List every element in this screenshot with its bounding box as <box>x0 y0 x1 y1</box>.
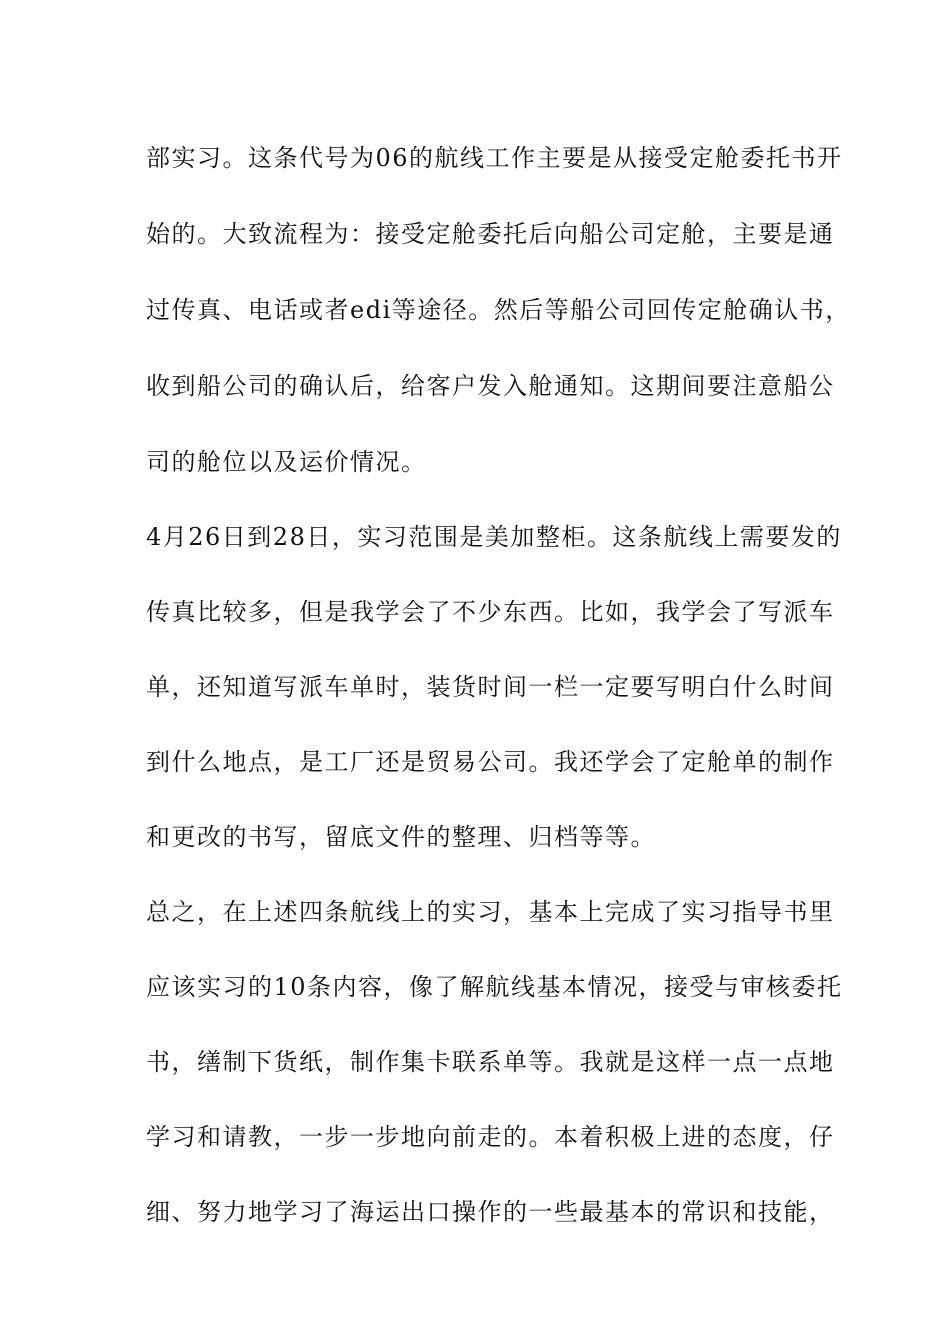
text-line: 书，缮制下货纸，制作集卡联系单等。我就是这样一点一点地 <box>146 1048 835 1076</box>
text-line: 过传真、电话或者edi等途径。然后等船公司回传定舱确认书， <box>146 296 851 324</box>
text-line: 细、努力地学习了海运出口操作的一些最基本的常识和技能， <box>146 1198 835 1226</box>
text-line: 和更改的书写，留底文件的整理、归档等等。 <box>146 823 656 851</box>
text-line: 收到船公司的确认后，给客户发入舱通知。这期间要注意船公 <box>146 372 835 400</box>
text-line: 始的。大致流程为：接受定舱委托后向船公司定舱，主要是通 <box>146 220 835 248</box>
text-line: 传真比较多，但是我学会了不少东西。比如，我学会了写派车 <box>146 598 835 626</box>
text-line: 到什么地点，是工厂还是贸易公司。我还学会了定舱单的制作 <box>146 748 835 776</box>
text-line: 单，还知道写派车单时，装货时间一栏一定要写明白什么时间 <box>146 673 835 701</box>
text-line: 学习和请教，一步一步地向前走的。本着积极上进的态度，仔 <box>146 1123 835 1151</box>
text-line: 4月26日到28日，实习范围是美加整柜。这条航线上需要发的 <box>146 523 842 551</box>
text-line: 部实习。这条代号为06的航线工作主要是从接受定舱委托书开 <box>146 144 843 172</box>
text-line: 司的舱位以及运价情况。 <box>146 448 427 476</box>
text-line: 总之，在上述四条航线上的实习，基本上完成了实习指导书里 <box>146 898 835 926</box>
text-line: 应该实习的10条内容，像了解航线基本情况，接受与审核委托 <box>146 973 843 1001</box>
